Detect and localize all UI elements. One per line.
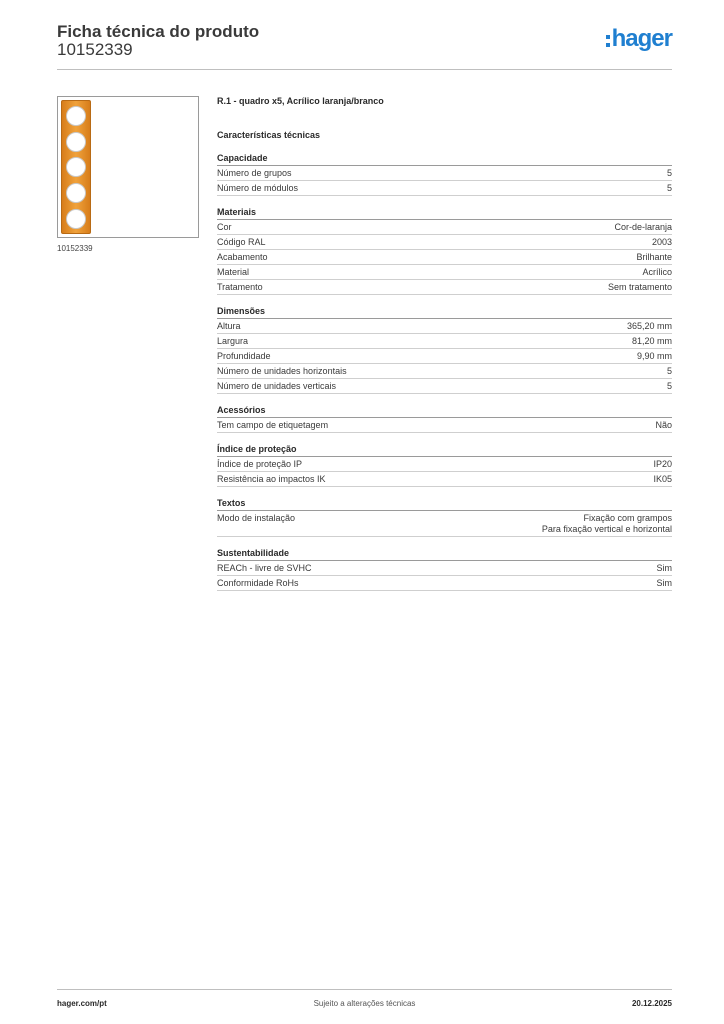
spec-label: Número de unidades horizontais — [217, 366, 347, 376]
footer-website[interactable]: hager.com/pt — [57, 999, 107, 1008]
product-name: R.1 - quadro x5, Acrílico laranja/branco — [217, 96, 384, 106]
page-header — [57, 20, 672, 70]
socket-opening-icon — [66, 209, 86, 229]
spec-value-line: IP20 — [653, 459, 672, 469]
spec-row — [217, 334, 672, 349]
spec-label: Acabamento — [217, 252, 268, 262]
spec-group — [217, 497, 672, 537]
spec-row — [217, 265, 672, 280]
spec-value-line: Não — [655, 420, 672, 430]
group-title: Dimensões — [217, 305, 672, 319]
spec-value-line: Sim — [656, 578, 672, 588]
product-image — [57, 96, 199, 238]
spec-label: Modo de instalação — [217, 513, 296, 523]
spec-label: Largura — [217, 336, 249, 346]
spec-value — [667, 381, 672, 392]
spec-value — [667, 168, 672, 179]
frame-5-gang-icon — [61, 100, 91, 234]
spec-row — [217, 235, 672, 250]
spec-row — [217, 576, 672, 591]
spec-value — [637, 351, 672, 362]
socket-opening-icon — [66, 183, 86, 203]
spec-label: Tem campo de etiquetagem — [217, 420, 329, 430]
spec-value-line: IK05 — [653, 474, 672, 484]
spec-row — [217, 561, 672, 576]
spec-row — [217, 457, 672, 472]
spec-group — [217, 152, 672, 196]
spec-value — [636, 252, 672, 263]
socket-opening-icon — [66, 106, 86, 126]
spec-row — [217, 349, 672, 364]
page-footer — [57, 989, 672, 1014]
spec-value — [667, 366, 672, 377]
spec-row — [217, 319, 672, 334]
spec-value — [542, 513, 672, 535]
group-title: Textos — [217, 497, 672, 511]
spec-value — [642, 267, 672, 278]
spec-value-line: Sem tratamento — [607, 282, 672, 292]
spec-value-line: 9,90 mm — [636, 351, 672, 361]
spec-groups — [217, 152, 672, 591]
spec-label: Número de módulos — [217, 183, 299, 193]
spec-label: Altura — [217, 321, 241, 331]
spec-value-line: Fixação com grampos — [583, 513, 672, 523]
spec-label: Tratamento — [217, 282, 263, 292]
spec-value-line: Brilhante — [636, 252, 672, 262]
spec-row — [217, 418, 672, 433]
spec-row — [217, 511, 672, 537]
spec-label: Profundidade — [217, 351, 271, 361]
product-number: 10152339 — [57, 40, 133, 59]
logo-text: hager — [611, 25, 672, 52]
spec-row — [217, 166, 672, 181]
socket-opening-icon — [66, 132, 86, 152]
spec-label: Conformidade RoHs — [217, 578, 299, 588]
spec-value — [657, 563, 673, 574]
spec-value-line: 5 — [666, 366, 672, 376]
spec-label: Cor — [217, 222, 232, 232]
spec-value — [653, 474, 672, 485]
spec-value-line: 5 — [666, 183, 672, 193]
document-title: Ficha técnica do produto — [57, 22, 260, 41]
spec-group — [217, 206, 672, 295]
spec-label: Número de grupos — [217, 168, 292, 178]
spec-value — [667, 183, 672, 194]
spec-group — [217, 404, 672, 433]
spec-label: Índice de proteção IP — [217, 459, 303, 469]
spec-value-line: Sim — [656, 563, 672, 573]
spec-value-line: 81,20 mm — [631, 336, 672, 346]
spec-value — [652, 237, 672, 248]
spec-value-line: Cor-de-laranja — [614, 222, 672, 232]
spec-row — [217, 472, 672, 487]
spec-value-line: 365,20 mm — [626, 321, 672, 331]
spec-group — [217, 305, 672, 394]
spec-row — [217, 364, 672, 379]
spec-row — [217, 220, 672, 235]
spec-value — [627, 321, 672, 332]
spec-value-line: 5 — [666, 381, 672, 391]
group-title: Materiais — [217, 206, 672, 220]
spec-value — [655, 420, 672, 431]
spec-value-line: Para fixação vertical e horizontal — [541, 524, 672, 534]
spec-value — [632, 336, 672, 347]
spec-value-line: 5 — [666, 168, 672, 178]
spec-row — [217, 280, 672, 295]
group-title: Sustentabilidade — [217, 547, 672, 561]
spec-value-line: Acrílico — [642, 267, 672, 277]
spec-label: Número de unidades verticais — [217, 381, 337, 391]
spec-group — [217, 443, 672, 487]
footer-notice: Sujeito a alterações técnicas — [313, 999, 416, 1008]
spec-row — [217, 250, 672, 265]
socket-opening-icon — [66, 157, 86, 177]
spec-row — [217, 379, 672, 394]
spec-value — [653, 459, 672, 470]
group-title: Capacidade — [217, 152, 672, 166]
spec-value-line: 2003 — [651, 237, 672, 247]
spec-label: Material — [217, 267, 250, 277]
spec-label: Resistência ao impactos IK — [217, 474, 326, 484]
spec-label: REACh - livre de SVHC — [217, 563, 312, 573]
footer-date: 20.12.2025 — [631, 999, 672, 1008]
group-title: Índice de proteção — [217, 443, 672, 457]
spec-row — [217, 181, 672, 196]
spec-value — [657, 578, 673, 589]
spec-value — [608, 282, 672, 293]
specs-heading: Características técnicas — [217, 130, 321, 140]
image-caption: 10152339 — [57, 244, 93, 253]
spec-label: Código RAL — [217, 237, 266, 247]
group-title: Acessórios — [217, 404, 672, 418]
hager-logo — [606, 26, 672, 52]
spec-value — [614, 222, 672, 233]
spec-group — [217, 547, 672, 591]
logo-dots-icon — [606, 35, 610, 47]
spec-content — [217, 94, 672, 591]
